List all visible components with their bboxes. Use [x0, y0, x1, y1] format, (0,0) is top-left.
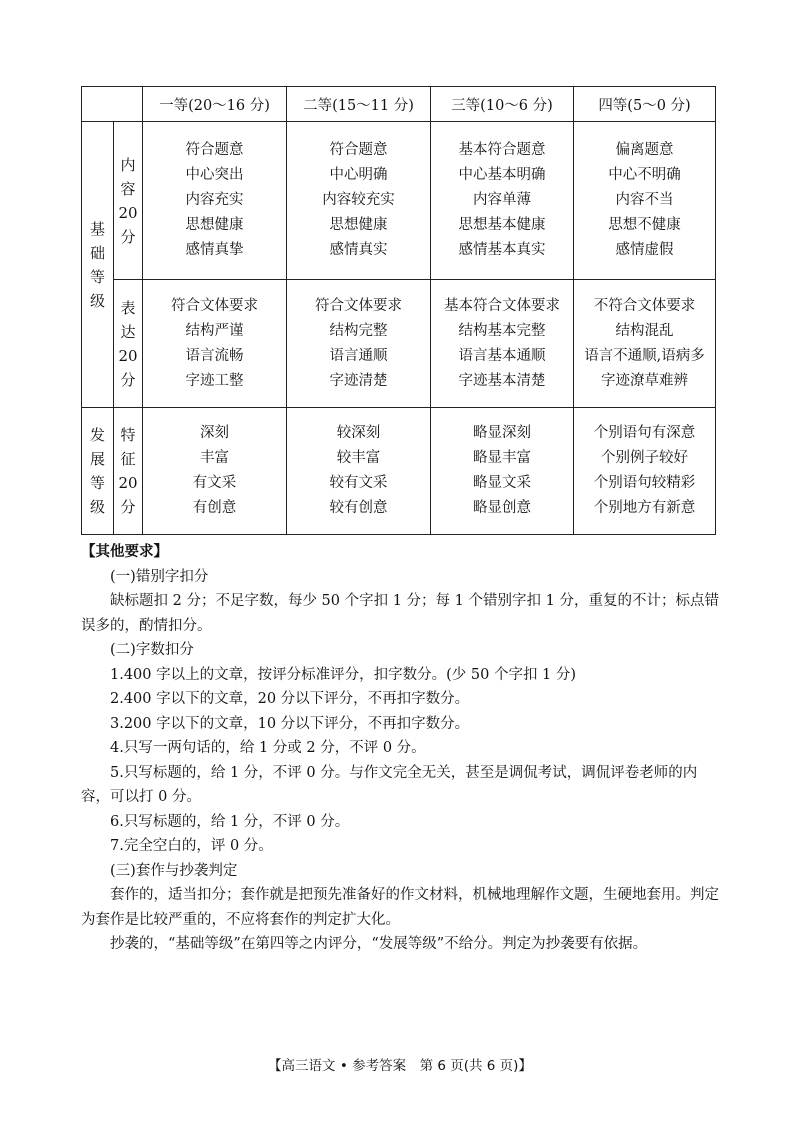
- wordcount-item-3: 3.200 字以下的文章，10 分以下评分，不再扣字数分。: [110, 715, 470, 732]
- content-grade-4: 偏离题意 中心不明确 内容不当 思想不健康 感情虚假: [574, 122, 716, 280]
- header-grade-3: 三等(10～6 分): [431, 87, 574, 122]
- header-grade-1: 一等(20～16 分): [143, 87, 287, 122]
- header-grade-4: 四等(5～0 分): [574, 87, 716, 122]
- subsection-plagiarism-title: (三)套作与抄袭判定: [110, 862, 238, 879]
- feature-grade-2: 较深刻 较丰富 较有文采 较有创意: [287, 408, 431, 535]
- section-title: 【其他要求】: [81, 544, 168, 560]
- table-row-expression: [82, 280, 716, 408]
- other-requirements: [81, 540, 721, 957]
- basic-level-label: 基 础 等 级: [82, 122, 114, 408]
- table-corner: [82, 87, 143, 122]
- subsection-typo-title: (一)错别字扣分: [110, 568, 209, 585]
- page-footer: 【高三语文 • 参考答案 第 6 页(共 6 页)】: [268, 1058, 532, 1074]
- expression-grade-1: 符合文体要求 结构严谨 语言流畅 字迹工整: [143, 280, 287, 408]
- subsection-typo-text: 缺标题扣 2 分；不足字数，每少 50 个字扣 1 分；每 1 个错别字扣 1 分，重复的不计；标点错误多的，酌情扣分。: [81, 593, 719, 634]
- expression-sub-label: 表 达 20 分: [114, 280, 143, 408]
- subsection-wordcount-title: (二)字数扣分: [110, 642, 194, 658]
- table-row-feature: [82, 408, 716, 535]
- wordcount-item-4: 4.只写一两句话的，给 1 分或 2 分，不评 0 分。: [110, 740, 426, 756]
- table-header-row: [82, 87, 716, 122]
- expression-grade-3: 基本符合文体要求 结构基本完整 语言基本通顺 字迹基本清楚: [431, 280, 574, 408]
- table-row-content: [82, 122, 716, 280]
- content-grade-3: 基本符合题意 中心基本明确 内容单薄 思想基本健康 感情基本真实: [431, 122, 574, 280]
- expression-grade-2: 符合文体要求 结构完整 语言通顺 字迹清楚: [287, 280, 431, 408]
- wordcount-item-7: 7.完全空白的，评 0 分。: [110, 838, 273, 854]
- wordcount-item-5: 5.只写标题的，给 1 分，不评 0 分。与作文完全无关，甚至是调侃考试，调侃评卷老师的内容，可以打 0 分。: [81, 764, 698, 805]
- header-grade-2: 二等(15～11 分): [287, 87, 431, 122]
- development-level-label: 发 展 等 级: [82, 408, 114, 535]
- content-grade-2: 符合题意 中心明确 内容较充实 思想健康 感情真实: [287, 122, 431, 280]
- wordcount-item-1: 1.400 字以上的文章，按评分标准评分，扣字数分。(少 50 个字扣 1 分): [110, 666, 577, 683]
- content-grade-1: 符合题意 中心突出 内容充实 思想健康 感情真挚: [143, 122, 287, 280]
- feature-grade-3: 略显深刻 略显丰富 略显文采 略显创意: [431, 408, 574, 535]
- feature-sub-label: 特 征 20 分: [114, 408, 143, 535]
- feature-grade-1: 深刻 丰富 有文采 有创意: [143, 408, 287, 535]
- plagiarism-para-2: 抄袭的，“基础等级”在第四等之内评分，“发展等级”不给分。判定为抄袭要有依据。: [110, 936, 648, 952]
- plagiarism-para-1: 套作的，适当扣分；套作就是把预先准备好的作文材料，机械地理解作文题，生硬地套用。判定为套作是比较严重的，不应将套作的判定扩大化。: [81, 887, 719, 928]
- feature-grade-4: 个别语句有深意 个别例子较好 个别语句较精彩 个别地方有新意: [574, 408, 716, 535]
- expression-grade-4: 不符合文体要求 结构混乱 语言不通顺,语病多 字迹潦草难辨: [574, 280, 716, 408]
- wordcount-item-2: 2.400 字以下的文章，20 分以下评分，不再扣字数分。: [110, 691, 470, 707]
- scoring-rubric-table: [81, 86, 716, 535]
- content-sub-label: 内 容 20 分: [114, 122, 143, 280]
- wordcount-item-6: 6.只写标题的，给 1 分，不评 0 分。: [110, 813, 350, 830]
